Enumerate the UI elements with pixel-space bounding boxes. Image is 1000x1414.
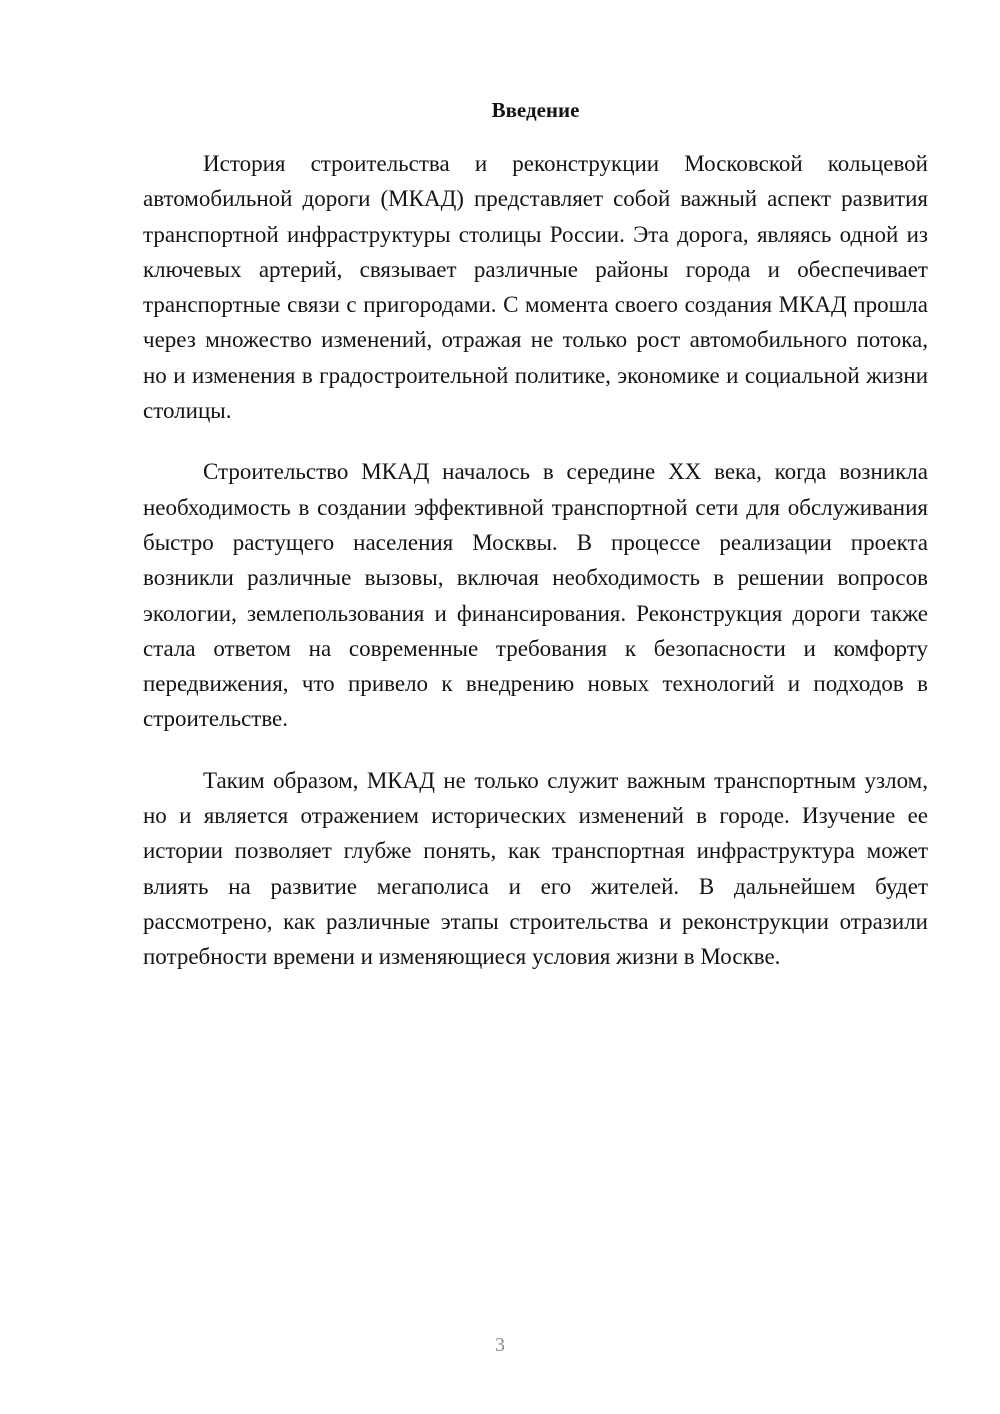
page-content [143,96,928,975]
paragraph-1: История строительства и реконструкции Московской кольцевой автомобильной дороги (МКАД) представляет собой важный аспект развития транспортной инфраструктуры столицы России. Эта дорога, являясь одной из ключевых артерий, связывает различные районы города и обеспечивает транспортные связи с пригородами. С момента своего создания МКАД прошла через множество изменений, отражая не только рост автомобильного потока, но и изменения в градостроительной политике, экономике и социальной жизни столицы. [143,151,928,424]
paragraph-2: Строительство МКАД началось в середине XX века, когда возникла необходимость в создании эффективной транспортной сети для обслуживания быстро растущего населения Москвы. В процессе реализации проекта возникли различные вызовы, включая необходимость в решении вопросов экологии, землепользования и финансирования. Реконструкция дороги также стала ответом на современные требования к безопасности и комфорту передвижения, что привело к внедрению новых технологий и подходов в строительстве. [143,459,928,732]
section-heading: Введение [491,98,580,122]
paragraph-3: Таким образом, МКАД не только служит важным транспортным узлом, но и является отражением исторических изменений в городе. Изучение ее истории позволяет глубже понять, как транспортная инфраструктура может влиять на развитие мегаполиса и его жителей. В дальнейшем будет рассмотрено, как различные этапы строительства и реконструкции отразили потребности времени и изменяющиеся условия жизни в Москве. [143,767,928,970]
page-number: 3 [495,1334,505,1356]
